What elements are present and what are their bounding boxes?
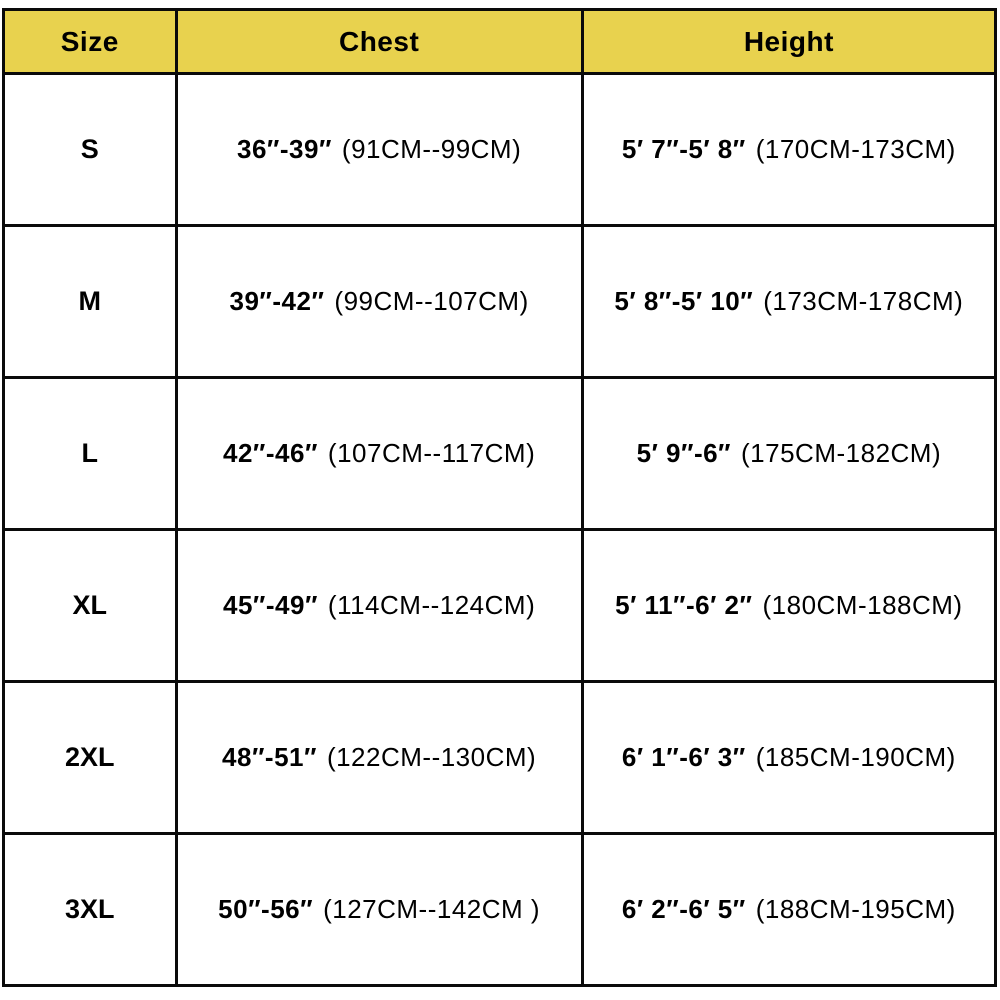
size-label: L bbox=[81, 438, 98, 468]
header-row bbox=[4, 10, 996, 74]
chest-cell bbox=[176, 834, 582, 986]
size-cell bbox=[4, 682, 177, 834]
chest-cell bbox=[176, 226, 582, 378]
height-cell bbox=[582, 834, 995, 986]
column-header-size: Size bbox=[4, 10, 177, 74]
height-cm: (180CM-188CM) bbox=[762, 590, 963, 620]
size-chart-table bbox=[2, 8, 997, 987]
height-inches: 5′ 11″-6′ 2″ bbox=[615, 590, 753, 620]
size-cell bbox=[4, 834, 177, 986]
height-cm: (170CM-173CM) bbox=[755, 134, 956, 164]
table-row-s bbox=[4, 74, 996, 226]
chest-inches: 45″-49″ bbox=[223, 590, 318, 620]
height-cm: (173CM-178CM) bbox=[763, 286, 964, 316]
size-label: 2XL bbox=[64, 742, 115, 772]
chest-inches: 39″-42″ bbox=[229, 286, 325, 316]
chest-inches: 50″-56″ bbox=[218, 894, 314, 924]
size-chart bbox=[2, 8, 997, 987]
size-label: XL bbox=[72, 590, 108, 620]
size-cell bbox=[4, 378, 177, 530]
height-inches: 6′ 1″-6′ 3″ bbox=[621, 742, 746, 772]
height-inches: 5′ 8″-5′ 10″ bbox=[614, 286, 754, 316]
height-inches: 6′ 2″-6′ 5″ bbox=[621, 894, 746, 924]
chest-inches: 48″-51″ bbox=[222, 742, 317, 772]
height-cell bbox=[582, 682, 995, 834]
height-cm: (175CM-182CM) bbox=[741, 438, 942, 468]
chest-inches: 42″-46″ bbox=[223, 438, 318, 468]
size-cell bbox=[4, 226, 177, 378]
chest-cm: (127CM--142CM ) bbox=[323, 894, 541, 924]
size-label: S bbox=[80, 134, 99, 164]
table-body bbox=[4, 74, 996, 986]
table-row-m bbox=[4, 226, 996, 378]
chest-cm: (99CM--107CM) bbox=[334, 286, 529, 316]
column-header-height: Height bbox=[582, 10, 995, 74]
chest-cm: (107CM--117CM) bbox=[327, 438, 536, 468]
chest-cm: (91CM--99CM) bbox=[341, 134, 522, 164]
column-header-chest: Chest bbox=[176, 10, 582, 74]
height-inches: 5′ 7″-5′ 8″ bbox=[621, 134, 746, 164]
table-row-xl bbox=[4, 530, 996, 682]
height-cell bbox=[582, 74, 995, 226]
chest-cell bbox=[176, 530, 582, 682]
chest-inches: 36″-39″ bbox=[237, 134, 332, 164]
height-cell bbox=[582, 530, 995, 682]
table-row-2xl bbox=[4, 682, 996, 834]
table-header bbox=[4, 10, 996, 74]
chest-cell bbox=[176, 378, 582, 530]
chest-cell bbox=[176, 74, 582, 226]
size-label: 3XL bbox=[64, 894, 115, 924]
chest-cell bbox=[176, 682, 582, 834]
height-cell bbox=[582, 378, 995, 530]
chest-cm: (122CM--130CM) bbox=[326, 742, 537, 772]
table-row-l bbox=[4, 378, 996, 530]
height-inches: 5′ 9″-6″ bbox=[636, 438, 732, 468]
height-cell bbox=[582, 226, 995, 378]
height-cm: (188CM-195CM) bbox=[755, 894, 956, 924]
table-row-3xl bbox=[4, 834, 996, 986]
size-label: M bbox=[78, 286, 101, 316]
size-cell bbox=[4, 530, 177, 682]
chest-cm: (114CM--124CM) bbox=[327, 590, 536, 620]
size-cell bbox=[4, 74, 177, 226]
height-cm: (185CM-190CM) bbox=[755, 742, 956, 772]
